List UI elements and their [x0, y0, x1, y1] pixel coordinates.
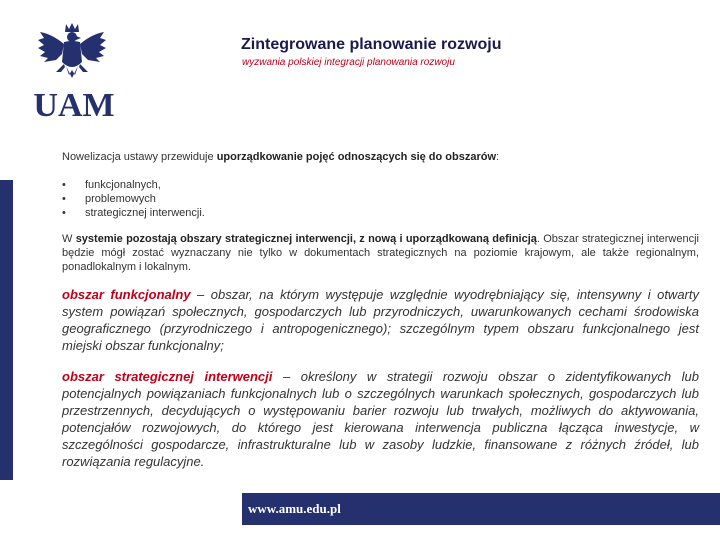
list-item: • strategicznej interwencji. [62, 206, 699, 220]
page-subtitle: wyzwania polskiej integracji planowania rozwoju [242, 57, 455, 68]
logo-text: UAM [34, 87, 114, 120]
definition-term: obszar funkcjonalny [62, 287, 191, 302]
definition-text: – określony w strategii rozwoju obszar o zidentyfikowanych lub potencjalnych powiązaniach funkcjonalnych lub o szczególnych warunkach społecznych, gospodarczych lub przestrzennych, decydujących o występowaniu barier rozwoju lub trwałych, możliwych do aktywowania, potencjałów rozwojowych, do którego jest kierowana interwencja publiczna łącząca inwestycje, w szczególności gospodarcze, infrastrukturalne lub w zasoby ludzkie, finansowane z różnych źródeł, lub rozwiązania regulacyjne [62, 369, 699, 469]
definition-text: – obszar, na którym występuje względnie wyodrębniający się, intensywny i otwarty system powiązań społecznych, gospodarczych lub przyrodniczych, uwarunkowanych cechami środowiska geograficznego (przyrodniczego i antropogenicznego); szczególnym typem obszaru funkcjonalnego jest miejski obszar funkcjonalny; [62, 287, 699, 353]
intro-bold-text: uporządkowanie pojęć odnoszących się do obszarów [216, 151, 497, 163]
eagle-crest-icon [34, 20, 114, 120]
uam-logo [34, 20, 114, 120]
definition-end: . [200, 454, 205, 469]
definition-strategic-intervention-area [62, 368, 699, 470]
area-type-list [62, 178, 699, 220]
intro-end: : [496, 151, 500, 163]
left-accent-bar [0, 180, 13, 480]
page-title: Zintegrowane planowanie rozwoju [241, 36, 502, 53]
intro-text: Nowelizacja ustawy przewiduje [62, 151, 217, 163]
para2-text-a: W [62, 233, 76, 245]
slide-content [62, 150, 699, 470]
definition-functional-area [62, 286, 699, 354]
footer-bar [242, 493, 720, 525]
definition-term: obszar strategicznej interwencji [62, 369, 273, 384]
list-item: • funkcjonalnych, [62, 178, 699, 192]
footer-url-link[interactable]: www.amu.edu.pl [248, 501, 341, 516]
para2-text-b: . Obszar strategicznej interwencji będzie mógł zostać wyznaczany nie tylko w dokumentach strategicznych na poziomie krajowym, ale także regionalnym, ponadlokalnym i lokalnym. [62, 233, 699, 273]
intro-paragraph [62, 150, 699, 164]
strategic-intervention-paragraph [62, 232, 699, 274]
para2-bold-text: systemie pozostają obszary strategicznej interwencji, z nową i uporządkowaną definicją [75, 233, 537, 245]
list-item: • problemowych [62, 192, 699, 206]
